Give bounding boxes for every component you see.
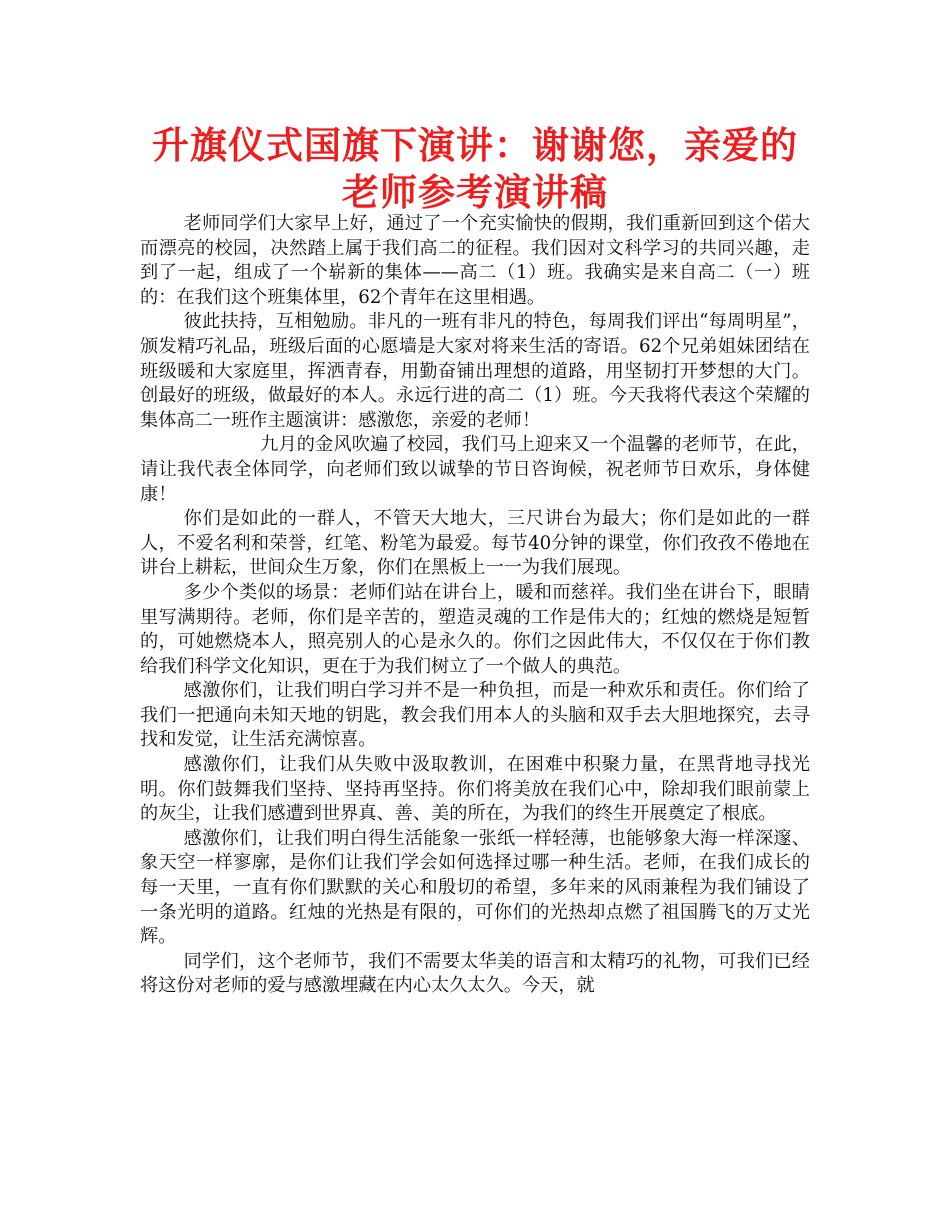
paragraph: 九月的金风吹遍了校园，我们马上迎来又一个温馨的老师节，在此，请让我代表全体同学，向老师们致以诚挚的节日咨询候，祝老师节日欢乐，身体健康！ <box>140 434 810 505</box>
paragraph: 多少个类似的场景：老师们站在讲台上，暖和而慈祥。我们坐在讲台下，眼睛里写满期待。老师，你们是辛苦的，塑造灵魂的工作是伟大的；红烛的燃烧是短暂的，可她燃烧本人，照亮别人的心是永久的。你们之因此伟大，不仅仅在于你们教给我们科学文化知识，更在于为我们树立了一个做人的典范。 <box>140 581 810 677</box>
paragraph: 你们是如此的一群人，不管天大地大，三尺讲台为最大；你们是如此的一群人，不爱名利和荣誉，红笔、粉笔为最爱。每节40分钟的课堂，你们孜孜不倦地在讲台上耕耘，世间众生万象，你们在黑板上一一为我们展现。 <box>140 508 810 579</box>
paragraph: 老师同学们大家早上好，通过了一个充实愉快的假期，我们重新回到这个偌大而漂亮的校园，决然踏上属于我们高二的征程。我们因对文科学习的共同兴趣，走到了一起，组成了一个崭新的集体——高二（1）班。我确实是来自高二（一）班的：在我们这个班集体里，62个青年在这里相遇。 <box>140 213 810 308</box>
paragraph: 感激你们，让我们明白得生活能象一张纸一样轻薄，也能够象大海一样深邃、象天空一样寥廓，是你们让我们学会如何选择过哪一种生活。老师，在我们成长的每一天里，一直有你们默默的关心和殷切的希望，多年来的风雨兼程为我们铺设了一条光明的道路。红烛的光热是有限的，可你们的光热却点燃了祖国腾飞的万丈光辉。 <box>140 827 810 948</box>
document-title: 升旗仪式国旗下演讲：谢谢您，亲爱的老师参考演讲稿 <box>152 124 798 214</box>
paragraph: 彼此扶持，互相勉励。非凡的一班有非凡的特色，每周我们评出“每周明星”，颁发精巧礼品，班级后面的心愿墙是大家对将来生活的寄语。62个兄弟姐妹团结在班级暖和大家庭里，挥洒青春，用勤奋铺出理想的道路，用坚韧打开梦想的大门。创最好的班级，做最好的本人。永远行进的高二（1）班。今天我将代表这个荣耀的集体高二一班作主题演讲：感激您，亲爱的老师！ <box>140 311 810 431</box>
paragraph: 感激你们，让我们从失败中汲取教训，在困难中积聚力量，在黑背地寻找光明。你们鼓舞我们坚持、坚持再坚持。你们将美放在我们心中，除却我们眼前蒙上的灰尘，让我们感遭到世界真、善、美的所在，为我们的终生开展奠定了根底。 <box>140 754 810 825</box>
document-body <box>140 212 810 999</box>
paragraph: 感激你们，让我们明白学习并不是一种负担，而是一种欢乐和责任。你们给了我们一把通向未知天地的钥匙，教会我们用本人的头脑和双手去大胆地探究，去寻找和发觉，让生活充满惊喜。 <box>140 680 810 751</box>
paragraph: 同学们，这个老师节，我们不需要太华美的语言和太精巧的礼物，可我们已经将这份对老师的爱与感激埋藏在内心太久太久。今天，就 <box>140 950 810 997</box>
